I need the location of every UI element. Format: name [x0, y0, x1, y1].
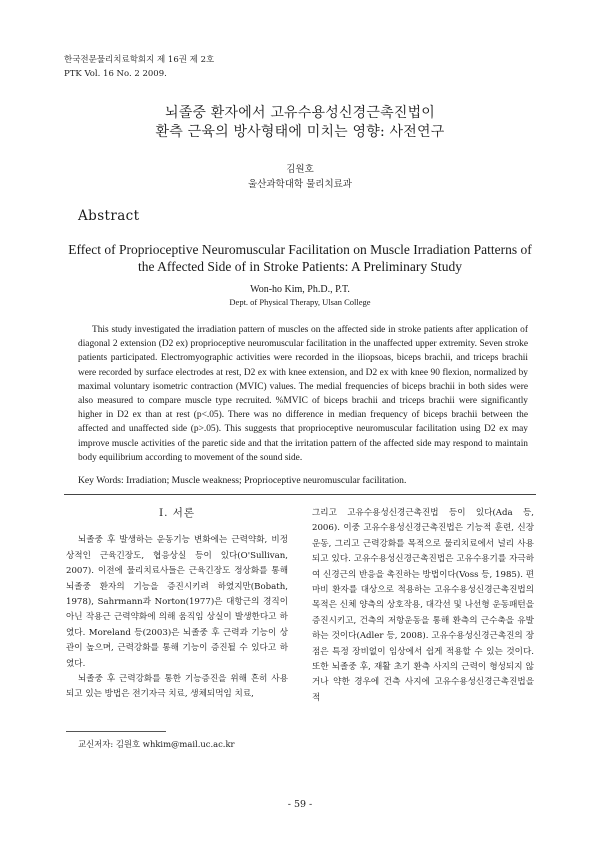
section-heading-introduction: Ⅰ. 서론 [158, 507, 196, 519]
korean-author-block [0, 162, 600, 192]
section-divider [64, 494, 536, 495]
english-author-name: Won-ho Kim, Ph.D., P.T. [250, 284, 350, 295]
korean-title [0, 104, 600, 142]
keywords: Key Words: Irradiation; Muscle weakness; Proprioceptive neuromuscular facilitation. [78, 475, 407, 486]
english-title [40, 241, 560, 275]
english-affiliation: Dept. of Physical Therapy, Ulsan College [229, 297, 371, 307]
page-number: - 59 - [287, 799, 313, 810]
body-column-left [66, 506, 288, 703]
journal-name-en: PTK Vol. 16 No. 2 2009. [64, 69, 167, 79]
korean-affiliation: 울산과학대학 물리치료과 [248, 179, 352, 190]
footnote-divider [66, 731, 166, 732]
korean-title-line2: 환측 근육의 방사형태에 미치는 영향: 사전연구 [155, 124, 445, 140]
body-paragraph: 그리고 고유수용성신경근촉진법 등이 있다(Ada 등, 2006). 이중 고유수용성신경근촉진법은 기능적 훈련, 신장운동, 그리고 근력강화를 목적으로 물리치료에서 널리 사용되고 있다. 고유수용성신경근촉진법은 고유수용기를 자극하여 신경근의 반응을 촉진하는 방법이다(Voss 등, 1985). 편마비 환자를 대상으로 적용하는 고유수용성신경근촉진법의 목적은 신체 양측의 상호작용, 대각선 및 나선형 운동패턴을 증진시키고, 건측의 저항운동을 통해 환측의 근수축을 유발하는 것이다(Adler 등, 2008). 고유수용성신경근촉진의 장점은 특정 장비없이 임상에서 쉽게 적용할 수 있는 것이다. 또한 뇌졸중 후, 재활 초기 환측 사지의 근력이 형성되지 않거나 약한 경우에 건측 사지에 고유수용성신경근촉진법을 적 [312, 508, 535, 703]
abstract-heading: Abstract [78, 208, 140, 224]
body-paragraph: 뇌졸중 후 발생하는 운동기능 변화에는 근력약화, 비정상적인 근육긴장도, 협응상실 등이 있다(O'Sullivan, 2007). 이전에 물리치료사들은 근육긴장도 정상화를 통해 뇌졸중 환자의 기능을 증진시키려 하였지만(Bobath, 1978), Sahrmann과 Norton(1977)은 대항근의 경직이 아닌 작용근 근력약화에 의해 움직임 상실이 발생한다고 하였다. Moreland 등(2003)은 뇌졸중 후 근력과 기능이 상관이 높으며, 근력강화를 통해 기능이 증진될 수 있다고 하였다. [66, 535, 288, 669]
korean-author-name: 김원호 [286, 164, 314, 175]
abstract-text: This study investigated the irradiation pattern of muscles on the affected side in stroke patients after application of diagonal 2 extension (D2 ex) proprioceptive neuromuscular facilitation in the unaffected upper extremity. Seven stroke patients participated. Electromyographic activities were recorded in the iliopsoas, biceps brachii, and triceps brachii were recorded by surface electrodes at rest, D2 ex with knee extension, and D2 ex with knee 90 flexion, normalized by maximal voluntary isometric contraction (MVIC) values. The medial frequencies of biceps brachii in both sides were also measured to compare muscle type recruited. %MVIC of biceps brachii and triceps brachii were significantly higher in D2 ex than at rest (p<.05). There was no difference in median frequency of biceps brachii between the affected and unaffected side (p>.05). This suggests that proprioceptive neuromuscular facilitation using D2 ex may improve muscle activities of the paretic side and that the irritation pattern of the affected side may respond to maintain body equilibrium according to movement of the sound side. [78, 325, 528, 463]
journal-name-ko: 한국전문물리치료학회지 제 16권 제 2호 [64, 55, 215, 65]
english-title-line1: Effect of Proprioceptive Neuromuscular Facilitation on Muscle Irradiation Patterns of [68, 242, 532, 257]
korean-title-line1: 뇌졸중 환자에서 고유수용성신경근촉진법이 [164, 105, 436, 121]
body-paragraph: 뇌졸중 후 근력강화를 통한 기능증진을 위해 흔히 사용되고 있는 방법은 전기자극 치료, 생체되먹임 치료, [66, 674, 288, 700]
journal-header [64, 53, 214, 81]
english-title-line2: the Affected Side of in Stroke Patients: A Preliminary Study [137, 259, 463, 274]
corresponding-author-footnote: 교신저자: 김원호 whkim@mail.uc.ac.kr [78, 739, 235, 749]
body-column-right [312, 506, 534, 706]
